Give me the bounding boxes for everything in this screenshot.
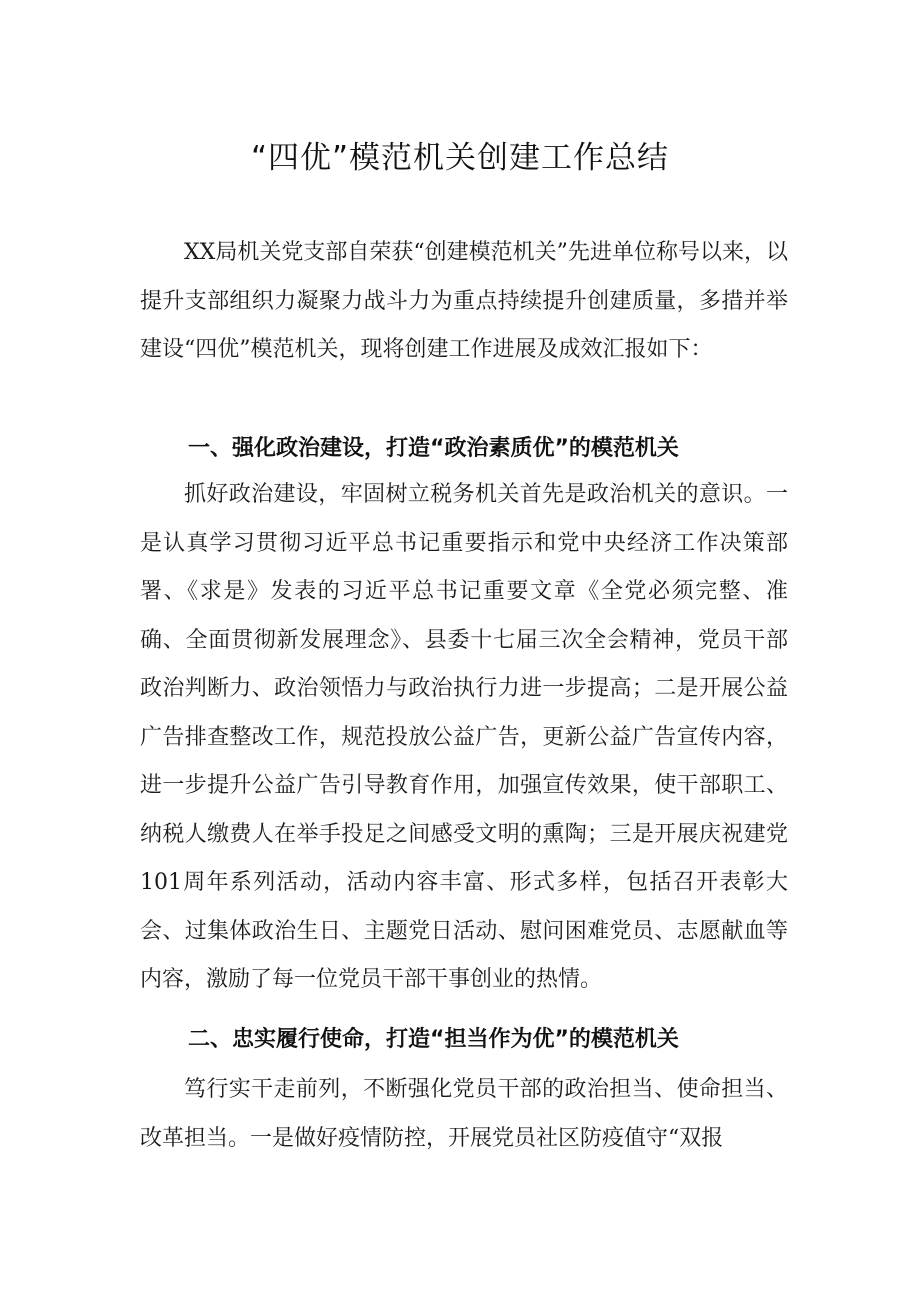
document-title: “四优”模范机关创建工作总结 <box>250 140 670 176</box>
intro-paragraph: XX局机关党支部自荣获“创建模范机关”先进单位称号以来，以提升支部组织力凝聚力战斗力为重点持续提升创建质量，多措并举建设“四优”模范机关，现将创建工作进展及成效汇报如下： <box>140 240 788 362</box>
section-body-2: 笃行实干走前列，不断强化党员干部的政治担当、使命担当、改革担当。一是做好疫情防控，开展党员社区防疫值守“双报 <box>140 1077 788 1151</box>
section-body-1: 抓好政治建设，牢固树立税务机关首先是政治机关的意识。一是认真学习贯彻习近平总书记重要指示和党中央经济工作决策部署、《求是》发表的习近平总书记重要文章《全党必须完整、准确、全面贯彻新发展理念》、县委十七届三次全会精神，党员干部政治判断力、政治领悟力与政治执行力进一步提高；二是开展公益广告排查整改工作，规范投放公益广告，更新公益广告宣传内容，进一步提升公益广告引导教育作用，加强宣传效果，使干部职工、纳税人缴费人在举手投足之间感受文明的熏陶；三是开展庆祝建党101周年系列活动，活动内容丰富、形式多样，包括召开表彰大会、过集体政治生日、主题党日活动、慰问困难党员、志愿献血等内容，激励了每一位党员干部干事创业的热情。 <box>140 482 788 992</box>
section-heading-1: 一、强化政治建设，打造“政治素质优”的模范机关 <box>188 436 679 461</box>
section-heading-2: 二、忠实履行使命，打造“担当作为优”的模范机关 <box>188 1027 679 1052</box>
